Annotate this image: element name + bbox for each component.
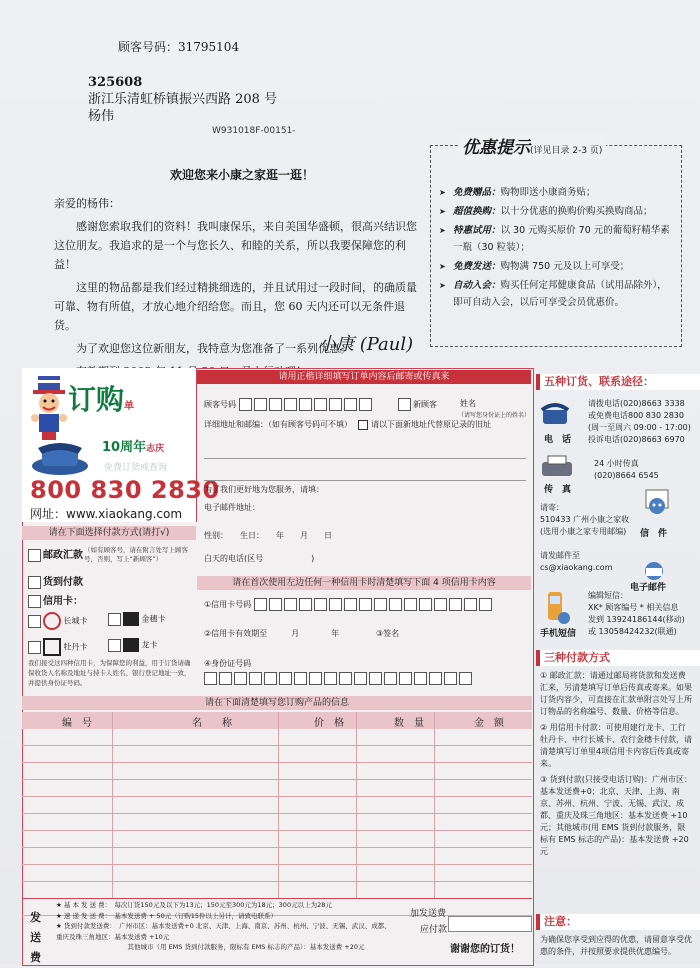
- table-row[interactable]: [22, 780, 532, 797]
- col-amount: 金 额: [474, 718, 504, 729]
- bank-of-china-icon: [43, 612, 61, 630]
- daytime-phone-field[interactable]: 白天的电话(区号 ): [204, 554, 315, 563]
- telephone-icon: [30, 438, 90, 476]
- letter-paragraph: 这里的物品都是我们经过精挑细选的，并且试用过一段时间，的确质量可靠、物有所值，才放心地介绍给您。而且，您 60 天内还可以无条件退货。: [54, 281, 417, 332]
- phone-label: 电 话: [544, 435, 572, 445]
- col-code: 编 号: [62, 718, 92, 729]
- order-form-title: 订购单: [68, 383, 135, 416]
- contact-methods-heading: 五种订货、联系途径：: [536, 374, 700, 390]
- delivery-fee-label: 发送费: [30, 911, 41, 964]
- welcome-heading: 欢迎您来小康之家逛一逛！: [170, 168, 315, 182]
- signature: 小康 (Paul): [318, 334, 414, 355]
- table-row[interactable]: [22, 882, 532, 899]
- promo-item: ➤ 免费发送：购物满 750 元及以上可享受；: [439, 258, 675, 275]
- payment-methods-heading: 三种付款方式: [536, 650, 700, 666]
- fax-icon: [540, 454, 574, 480]
- fee-rule: ★ 货到付款发送费： 广州市区：基本发送费+0 北京、天津、上海、南京、苏州、杭州、宁波、无锡、武汉、成都、重庆及珠三角地区：基本发送费 +10元: [56, 922, 391, 941]
- mobile-phone-icon: [540, 590, 572, 626]
- id-number-boxes[interactable]: [204, 672, 474, 685]
- column-divider: [434, 712, 435, 898]
- col-price: 价 格: [314, 718, 344, 729]
- anniversary-badge: 10周年志庆: [102, 440, 165, 455]
- card-number-field[interactable]: ①信用卡号码: [204, 598, 494, 611]
- promo-list: [439, 184, 675, 313]
- payment-methods-info: [540, 670, 692, 858]
- fee-rule: ★ 速 递 发 送 费： 基本发送费 + 50元（订购15件以上另计，请致电联系）: [56, 911, 278, 920]
- letter-greeting: 亲爱的杨伟：: [54, 197, 120, 210]
- table-row[interactable]: [22, 797, 532, 814]
- payment-method-mail: ① 邮政汇款：请通过邮局将货款和发送费汇来，另清楚填写订单后传真或寄来。如果订货内容少，可直接在汇款单附言处写上所订物品的名称编号、数量、价格等信息。: [540, 671, 692, 716]
- letter-paragraph: 感谢您索取我们的资料！我叫康保乐，来自美国华盛顿，很高兴结识您这位朋友。我追求的是一个与您长久、和睦的关系，所以我要保障您的利益！: [54, 220, 417, 271]
- column-divider: [278, 712, 279, 898]
- card-info-header: 请在首次使用左边任何一种信用卡时清楚填写下面 4 项信用卡内容: [197, 576, 531, 590]
- contact-panel: [536, 368, 700, 964]
- payable-field[interactable]: 应付款: [420, 925, 448, 935]
- products-table-rows[interactable]: [22, 729, 532, 916]
- address-input[interactable]: [204, 438, 526, 459]
- address-replace-checkbox[interactable]: 请以下面新地址代替原记录的旧址: [358, 419, 491, 430]
- fax-label: 传 真: [544, 485, 572, 495]
- mail-label: 信 件: [640, 529, 668, 539]
- website: 网址：www.xiaokang.com: [30, 507, 183, 521]
- recipient-address-block: [88, 74, 277, 125]
- promo-title: 优惠提示(详见目录 2-3 页): [458, 133, 606, 158]
- street-address: 浙江乐清虹桥镇振兴西路 208 号: [88, 92, 278, 107]
- pay-mail-option[interactable]: 邮政汇款: [28, 546, 83, 562]
- card-mudan-option[interactable]: 牡丹卡: [28, 638, 88, 656]
- fax-info: 24 小时传真 (020)8664 6545: [594, 459, 659, 480]
- promo-item: ➤ 自动入会：购买任何定邦健康食品（试用品除外），即可自动入会，以后可享受会员优惠价。: [439, 277, 675, 311]
- recipient-name: 杨伟: [88, 109, 115, 124]
- payment-method-card: ② 用信用卡付款：可使用建行龙卡、工行牡丹卡、中行长城卡、农行金穗卡付款，请清楚填写订单里4项信用卡内容后传真或寄来。: [540, 723, 692, 768]
- card-expiry-field[interactable]: ②信用卡有效期至 月 年: [204, 629, 340, 638]
- table-row[interactable]: [22, 831, 532, 848]
- letter-mascot-icon: [640, 488, 676, 518]
- sms-info: 编辑短信： XK* 顾客编号 * 相关信息 发到 13924186144(移动) 或 13058424232(联通): [588, 591, 685, 636]
- gender-birthday-fields[interactable]: 性别： 生日： 年 月 日: [204, 531, 332, 540]
- card-jinsui-option[interactable]: 金穗卡: [108, 612, 166, 626]
- table-row[interactable]: [22, 865, 532, 882]
- column-divider: [356, 712, 357, 898]
- table-row[interactable]: [22, 746, 532, 763]
- col-quantity: 数 量: [394, 718, 424, 729]
- promo-item: ➤ 免费赠品：购物即送小康商务贴；: [439, 184, 675, 201]
- card-long-option[interactable]: 龙卡: [108, 638, 158, 652]
- new-customer-checkbox[interactable]: 新顾客: [398, 398, 437, 411]
- email-label: 电子邮件: [630, 583, 667, 593]
- thanks-message: 谢谢您的订货！: [450, 944, 520, 955]
- card-note: 我们接受这四种信用卡，为保障您的利益，用于订货请确保收货人名称及地址与持卡人姓名、银行登记地址一致，并提供身份证号码。: [28, 659, 191, 687]
- email-field[interactable]: 电子邮件地址：: [204, 503, 260, 512]
- products-table-header: [22, 712, 532, 729]
- email-info: 请发邮件至 cs@xiaokang.com: [540, 551, 613, 572]
- payment-method-header: 请在下面选择付款方式(请打√): [22, 526, 196, 540]
- col-name: 名 称: [192, 718, 232, 729]
- fee-rule: 其他城市（用 EMS 货到付款服务，限标有 EMS 标志的产品）：基本发送费 +20元: [56, 943, 365, 951]
- sms-label: 手机短信: [540, 629, 577, 639]
- surname-field[interactable]: 姓名: [460, 399, 476, 408]
- address-input-line2[interactable]: [204, 460, 526, 481]
- zip-code: 325608: [88, 75, 143, 90]
- phone-info: 请拨电话(020)8663 3338 或免费电话800 830 2830 (周一至周六 09:00 - 17:00) 投诉电话(020)8663 6970: [588, 399, 691, 444]
- pay-card-option[interactable]: 信用卡：: [28, 592, 83, 608]
- payment-method-cod: ③ 货到付款(只接受电话订购)：广州市区：基本发送费+0；北京、天津、上海、南京、苏州、杭州、宁波、无锡、武汉、成都、重庆及珠三角地区：基本发送费 +10元；其他城市(用 EMS 货到付款服务，限标有 EMS 标志的产品)：基本发送费 +20元: [540, 775, 692, 856]
- ccb-icon: [123, 638, 139, 652]
- uncle-sam-mascot-icon: [30, 376, 68, 442]
- icbc-icon: [43, 638, 61, 656]
- free-call-text: 免费订货或查询: [104, 463, 168, 473]
- agricultural-bank-icon: [123, 612, 139, 626]
- payable-input[interactable]: [448, 916, 532, 932]
- products-header: 请在下面清楚填写您订购产品的信息: [22, 696, 532, 710]
- extra-fee-field[interactable]: 加发送费: [410, 909, 447, 919]
- free-call-number: 800 830 2830: [30, 476, 220, 504]
- phone-icon: [540, 398, 570, 428]
- mailing-code: W931018F-00151-: [212, 126, 296, 136]
- form-header: 请用正楷详细填写订单内容后邮寄或传真来: [197, 370, 531, 384]
- promo-item: ➤ 特惠试用：以 30 元购买原价 70 元的葡萄籽精华素一瓶（30 粒装）；: [439, 222, 675, 256]
- promo-box: [430, 145, 682, 347]
- pay-mail-note: （如有顾客号，请在附言处写上顾客号，否则，写上“新顾客”）: [84, 546, 188, 563]
- delivery-fee-rules: [56, 900, 396, 953]
- card-changcheng-option[interactable]: 长城卡: [28, 612, 88, 630]
- table-row[interactable]: [22, 814, 532, 831]
- promo-item: ➤ 超值换购：以十分优惠的换购价购买换购商品；: [439, 203, 675, 220]
- surname-note: （请写您身份证上的姓名）: [458, 412, 531, 419]
- welcome-letter: [54, 194, 426, 385]
- table-row[interactable]: [22, 848, 532, 865]
- column-divider: [112, 712, 113, 898]
- mail-info: 请寄： 510433 广州小康之家收 (选用小康之家专用邮编): [540, 503, 630, 536]
- id-number-field[interactable]: ④身份证号码: [204, 659, 252, 668]
- letter-paragraph: 为了欢迎您这位新朋友，我特意为您准备了一系列优惠。: [76, 342, 351, 355]
- customer-no-field[interactable]: 顾客号码: [204, 398, 374, 411]
- pay-cod-option[interactable]: 货到付款: [28, 573, 83, 589]
- fee-rule: ★ 基 本 发 送 费： 每次订货150元及以下为13元；150元至300元为18元；300元以上为28元: [56, 901, 332, 909]
- service-label: 为了我们更好地为您服务，请填：: [204, 485, 324, 494]
- table-row[interactable]: [22, 763, 532, 780]
- note-text: 为确保您享受到应得的优惠，请留意享受优惠的条件，并按照要求提供优惠编号。: [540, 935, 692, 956]
- customer-number: 顾客号码：31795104: [118, 40, 240, 54]
- address-field-label: 详细地址和邮编：（如有顾客号码可不填）: [204, 420, 352, 429]
- email-mascot-icon: [636, 560, 672, 582]
- note-heading: 注意：: [536, 914, 700, 930]
- table-row[interactable]: [22, 729, 532, 746]
- card-signature-field[interactable]: ③签名: [376, 629, 400, 638]
